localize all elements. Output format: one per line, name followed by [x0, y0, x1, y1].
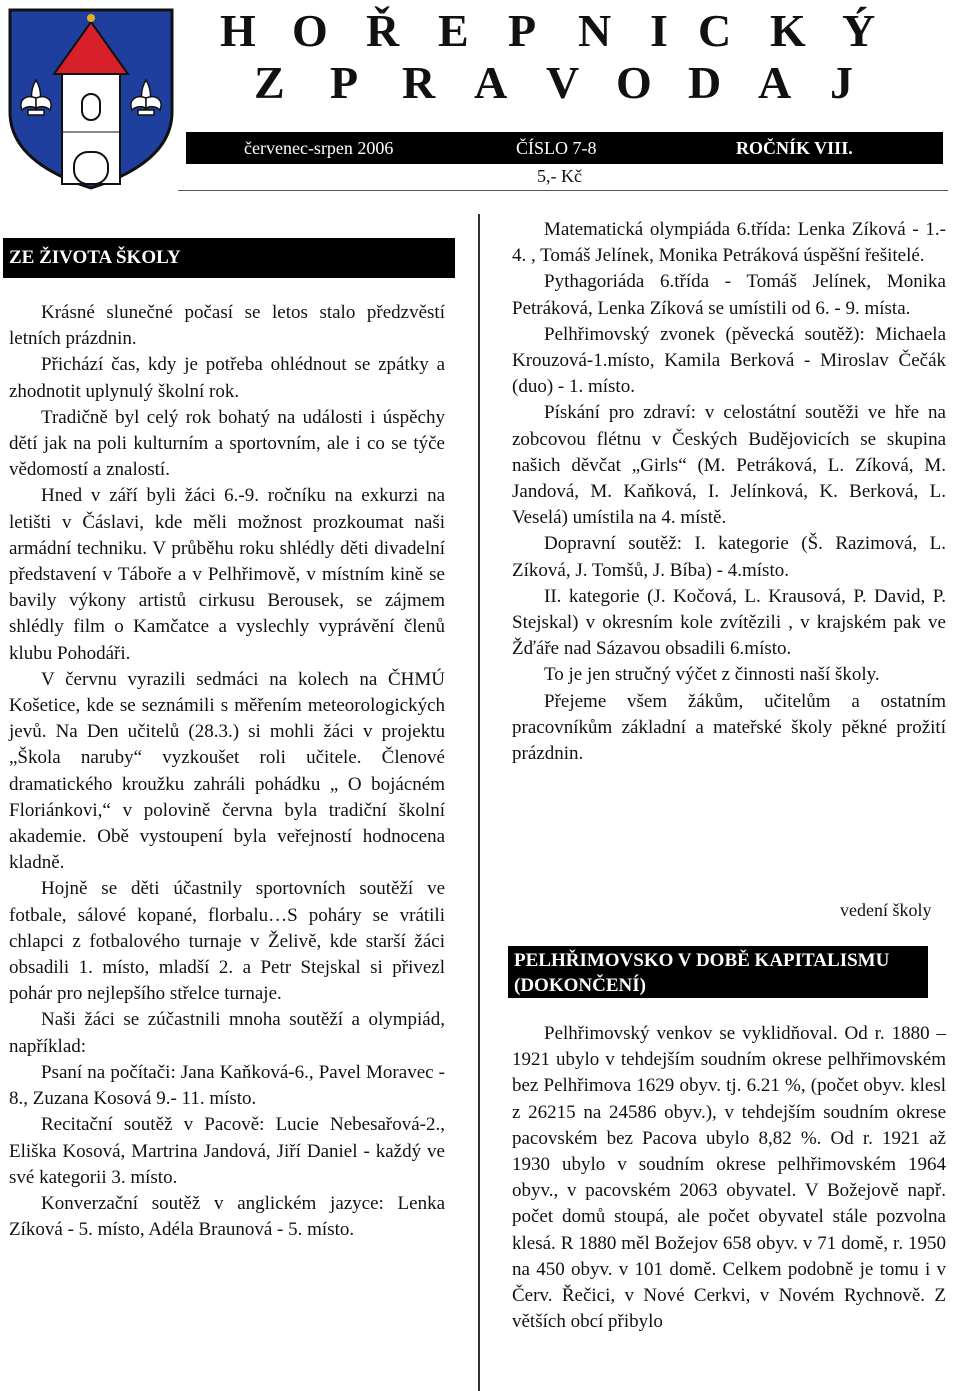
heading-line: (DOKONČENÍ)	[514, 975, 646, 996]
article-paragraph: Dopravní soutěž: I. kategorie (Š. Razimová, L. Zíková, J. Tomšů, J. Bíba) - 4.místo.	[512, 533, 946, 581]
title-letter: Ř	[366, 5, 400, 56]
title-letter: I	[650, 5, 668, 56]
issue-date: červenec-srpen 2006	[244, 137, 394, 158]
article-signature: vedení školy	[840, 900, 932, 920]
school-article-left	[9, 300, 445, 1243]
section-heading-history	[508, 946, 928, 998]
article-paragraph: Pískání pro zdraví: v celostátní soutěži ve hře na zobcovou flétnu v Českých Budějovicích se skupina našich děvčat „Girls“ (M. Petráková, L. Zíková, M. Jandová, M. Kaňková, I. Jelínková, K. Berková, L. Veselá) umístila na 4. místě.	[512, 402, 946, 529]
title-letter: N	[578, 5, 612, 56]
title-letter: C	[698, 5, 732, 56]
title-letter: E	[438, 5, 469, 56]
issue-volume: ROČNÍK VIII.	[736, 137, 853, 158]
school-article-right	[512, 217, 946, 767]
title-letter: H	[220, 5, 256, 56]
title-letter: A	[474, 57, 508, 108]
article-paragraph: II. kategorie (J. Kočová, L. Krausová, P. David, P. Stejskal) v okresním kole zvítězili , v krajském pak ve Žďáře nad Sázavou obsadili 6.místo.	[512, 585, 946, 660]
history-article	[512, 1021, 946, 1335]
title-letter: J	[830, 57, 853, 108]
title-letter: Ý	[842, 5, 876, 56]
article-paragraph: Hned v září byli žáci 6.-9. ročníku na exkurzi na letišti v Čáslavi, kde měli možnost prozkoumat naši armádní techniku. V průběhu roku shlédly děti divadelní představení v Táboře a v Pelhřimově, v místním kině se bavily výkony artistů cirkusu Berousek, se zájmem shlédly film o Kamčatce a vyslechly vyprávění členů klubu Pohodáři.	[9, 485, 445, 664]
title-letter: O	[292, 5, 328, 56]
article-paragraph: To je jen stručný výčet z činnosti naší školy.	[544, 664, 880, 686]
article-paragraph: Přejeme všem žákům, učitelům a ostatním pracovníkům základní a mateřské školy pěkné prožití prázdnin.	[512, 690, 946, 765]
column-divider	[478, 214, 480, 1391]
title-letter: Z	[254, 57, 285, 108]
issue-number: ČÍSLO 7-8	[516, 137, 597, 158]
article-paragraph: Pelhřimovský zvonek (pěvecká soutěž): Michaela Krouzová-1.místo, Kamila Berková - Miroslav Čečák (duo) - 1. místo.	[512, 323, 946, 398]
title-letter: D	[688, 57, 722, 108]
issue-bar	[186, 132, 943, 164]
article-paragraph: Matematická olympiáda 6.třída: Lenka Zíková - 1.- 4. , Tomáš Jelínek, Monika Petráková úspěšní řešitelé.	[512, 219, 946, 267]
heading-line: PELHŘIMOVSKO V DOBĚ KAPITALISMU	[514, 950, 890, 971]
article-paragraph: Konverzační soutěž v anglickém jazyce: Lenka Zíková - 5. místo, Adéla Braunová - 5. místo.	[9, 1192, 445, 1241]
title-letter: K	[770, 5, 806, 56]
article-paragraph: Naši žáci se zúčastnili mnoha soutěží a olympiád, například:	[9, 1009, 445, 1057]
title-letter: P	[330, 57, 359, 108]
title-letter: O	[616, 57, 652, 108]
article-paragraph: Recitační soutěž v Pacově: Lucie Nebesařová-2., Eliška Kosová, Martrina Jandová, Jiří Daniel - každý ve své kategorii 3. místo.	[9, 1114, 445, 1188]
section-heading-school: ZE ŽIVOTA ŠKOLY	[3, 238, 455, 278]
issue-price: 5,- Kč	[537, 166, 582, 186]
title-letter: R	[402, 57, 436, 108]
article-paragraph: Pelhřimovský venkov se vyklidňoval. Od r. 1880 – 1921 ubylo v tehdejším soudním okrese pelhřimovském bez Pelhřimova 1629 obyv. tj. 6.21 %, (počet obyv. klesl z 26215 na 24586 obyv.), v tehdejším soudním okrese pacovském bez Pacova ubylo 8,82 %. Od r. 1921 až 1930 ubylo v soudním okrese pelhřimovském 1964 obyv., v pacovském 2063 obyvatel. V Božejově např. počet domů stoupá, ale počet obyvatel stále pozvolna klesá. R 1880 měl Božejov 658 obyv. v 71 domě, r. 1950 na 450 obyv. v 101 domě. Celkem podobně je tomu i v Červ. Řečici, v Nové Cerkvi, v Novém Rychnově. Z větších obcí přibylo	[512, 1023, 946, 1333]
article-paragraph: Krásné slunečné počasí se letos stalo předzvěstí letních prázdnin.	[9, 302, 445, 350]
coat-of-arms-icon	[4, 2, 178, 192]
masthead-divider	[178, 190, 948, 191]
article-paragraph: Hojně se děti účastnily sportovních soutěží ve fotbale, sálové kopané, florbalu…S poháry se vrátili chlapci z fotbalového turnaje v Želivě, kde starší žáci obsadili 1. místo, mladší 2. a Petr Stejskal si přivezl pohár pro nejlepšího střelce turnaje.	[9, 878, 445, 1005]
article-paragraph: Přichází čas, kdy je potřeba ohlédnout se zpátky a zhodnotit uplynulý školní rok.	[9, 354, 445, 402]
article-paragraph: Tradičně byl celý rok bohatý na události i úspěchy dětí jak na poli kulturním a sportovním, ale i co se týče vědomostí a znalostí.	[9, 406, 445, 481]
title-letter: P	[508, 5, 537, 56]
article-paragraph: Psaní na počítači: Jana Kaňková-6., Pavel Moravec - 8., Zuzana Kosová 9.- 11. místo.	[9, 1061, 445, 1110]
title-letter: A	[758, 57, 792, 108]
article-paragraph: V červnu vyrazili sedmáci na kolech na ČHMÚ Košetice, kde se seznámili s měřením meteorologických jevů. Na Den učitelů (28.3.) si mohli žáci v projektu „Škola naruby“ vyzkoušet roli učitele. Členové dramatického kroužku zahráli pohádku „ O bojácném Floriánkovi,“ v polovině června byla tradiční školní akademie. Obě vystoupení byla veřejností hodnocena kladně.	[9, 668, 445, 874]
article-paragraph: Pythagoriáda 6.třída - Tomáš Jelínek, Monika Petráková, Lenka Zíková se umístili od 6. - 9. místa.	[512, 271, 946, 319]
title-letter: V	[546, 57, 580, 108]
